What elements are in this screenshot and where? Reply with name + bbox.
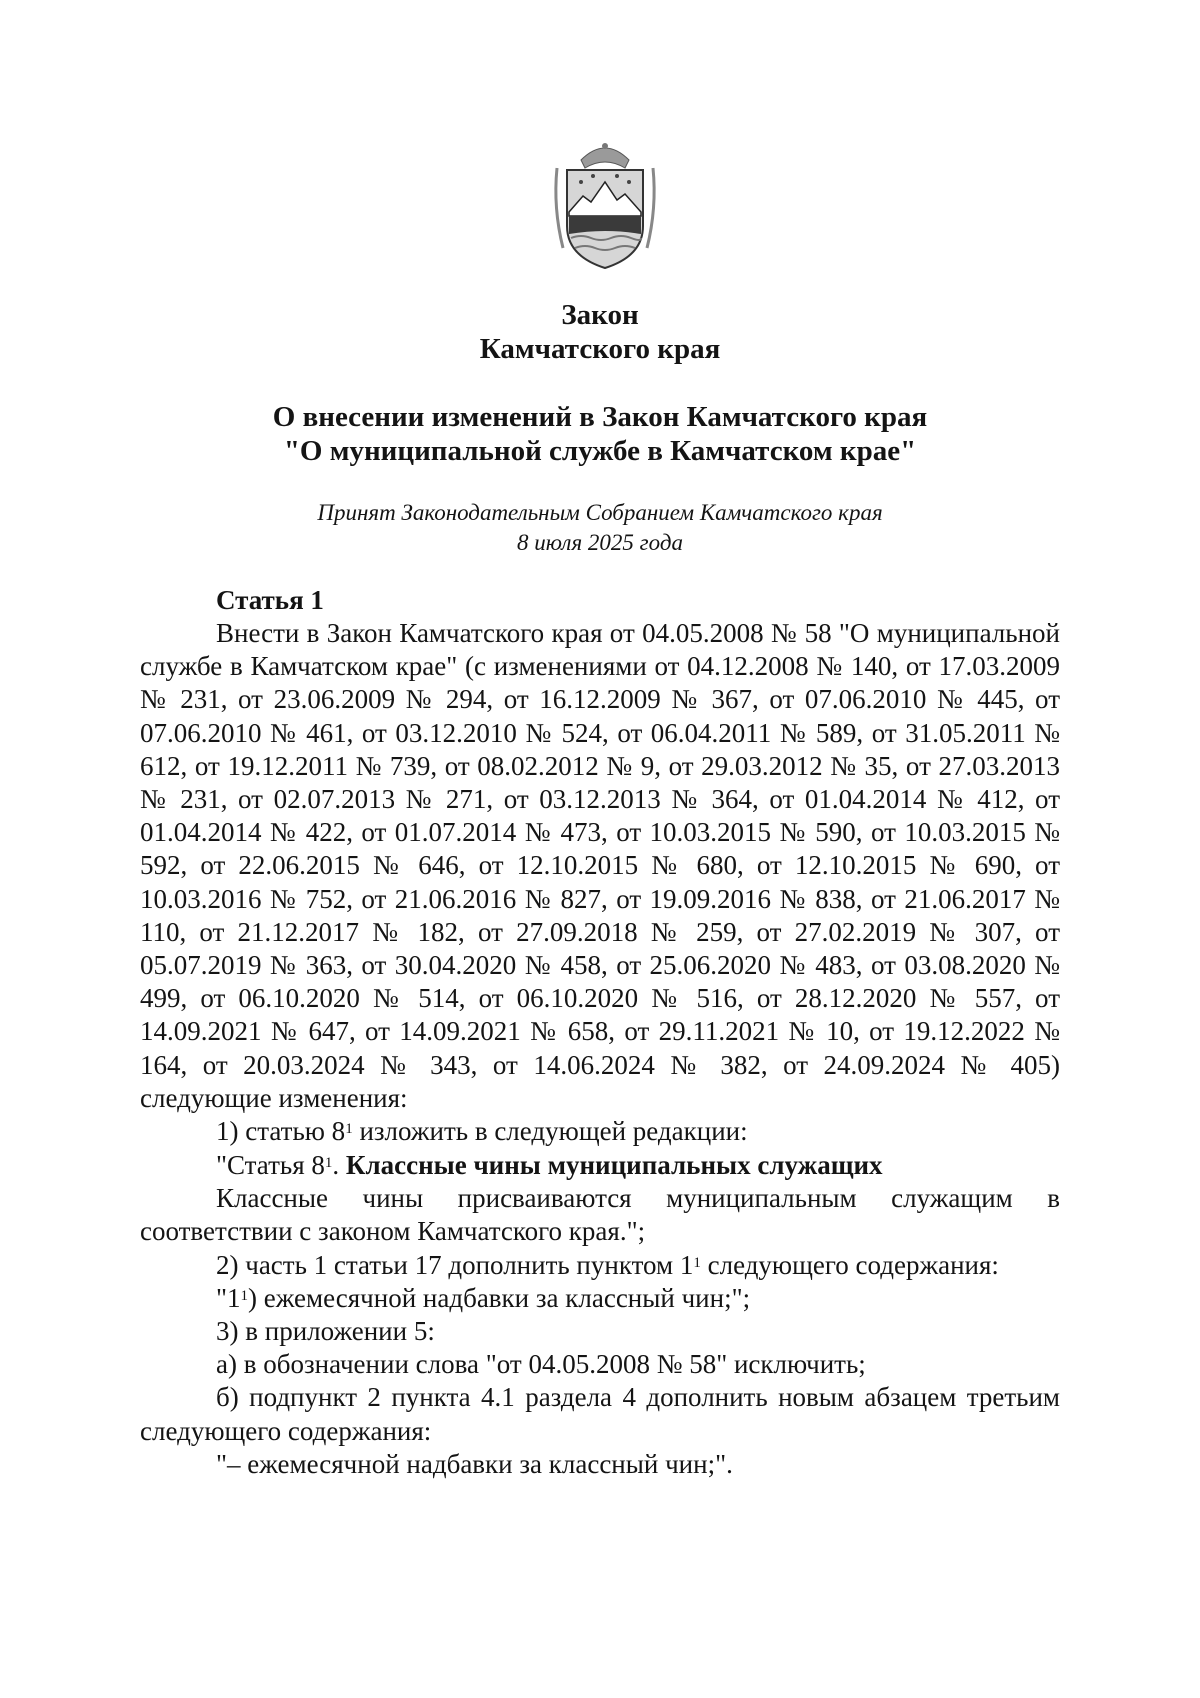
law-title-block xyxy=(0,298,1200,366)
article-intro: Внести в Закон Камчатского края от 04.05.2008 № 58 "О муниципальной службе в Камчатском крае" (с изменениями от 04.12.2008 № 140, от 17.03.2009 № 231, от 23.06.2009 № 294, от 16.12.2009 № 367, от 07.06.2010 № 445, от 07.06.2010 № 461, от 03.12.2010 № 524, от 06.04.2011 № 589, от 31.05.2011 № 612, от 19.12.2011 № 739, от 08.02.2012 № 9, от 29.03.2012 № 35, от 27.03.2013 № 231, от 02.07.2013 № 271, от 03.12.2013 № 364, от 01.04.2014 № 412, от 01.04.2014 № 422, от 01.07.2014 № 473, от 10.03.2015 № 590, от 10.03.2015 № 592, от 22.06.2015 № 646, от 12.10.2015 № 680, от 12.10.2015 № 690, от 10.03.2016 № 752, от 21.06.2016 № 827, от 19.09.2016 № 838, от 21.06.2017 № 110, от 21.12.2017 № 182, от 27.09.2018 № 259, от 27.02.2019 № 307, от 05.07.2019 № 363, от 30.04.2020 № 458, от 25.06.2020 № 483, от 03.08.2020 № 499, от 06.10.2020 № 514, от 06.10.2020 № 516, от 28.12.2020 № 557, от 14.09.2021 № 647, от 14.09.2021 № 658, от 29.11.2021 № 10, от 19.12.2022 № 164, от 20.03.2024 № 343, от 14.06.2024 № 382, от 24.09.2024 № 405) следующие изменения: xyxy=(140,618,1060,1113)
law-subject-block xyxy=(0,400,1200,468)
quoted-article-text: Классные чины присваиваются муниципальным служащим в соответствии с законом Камчатского края."; xyxy=(140,1183,1060,1247)
law-subject-line-2: "О муниципальной службе в Камчатском крае" xyxy=(283,435,917,467)
law-region: Камчатского края xyxy=(479,333,721,365)
adoption-note xyxy=(0,498,1200,558)
amendment-item-3b-quote: "– ежемесячной надбавки за классный чин;". xyxy=(216,1448,733,1479)
adoption-date: 8 июля 2025 года xyxy=(517,530,683,555)
amendment-item-2-quote: "$1^1$) ежемесячной надбавки за классный чин;"; xyxy=(216,1282,751,1313)
amendment-item-3: 3) в приложении 5: xyxy=(216,1316,435,1347)
amendment-item-3a: а) в обозначении слова "от 04.05.2008 № 58" исключить; xyxy=(216,1349,866,1380)
law-subject-line-1: О внесении изменений в Закон Камчатского края xyxy=(272,401,928,433)
law-title: Закон xyxy=(561,299,639,331)
quoted-article-heading: "Статья $8^1$. Классные чины муниципальных служащих xyxy=(216,1150,883,1181)
amendment-item-2: 2) часть 1 статьи 17 дополнить пунктом $1^1$ следующего содержания: xyxy=(216,1249,999,1280)
article-1 xyxy=(140,583,1060,1481)
coat-of-arms-icon xyxy=(551,138,659,272)
adoption-body: Принят Законодательным Собранием Камчатского края xyxy=(317,500,883,525)
amendment-item-3b: б) подпункт 2 пункта 4.1 раздела 4 дополнить новым абзацем третьим следующего содержания: xyxy=(140,1382,1060,1446)
amendment-item-1: 1) статью $8^1$ изложить в следующей редакции: xyxy=(216,1116,748,1147)
article-heading: Статья 1 xyxy=(216,585,324,615)
